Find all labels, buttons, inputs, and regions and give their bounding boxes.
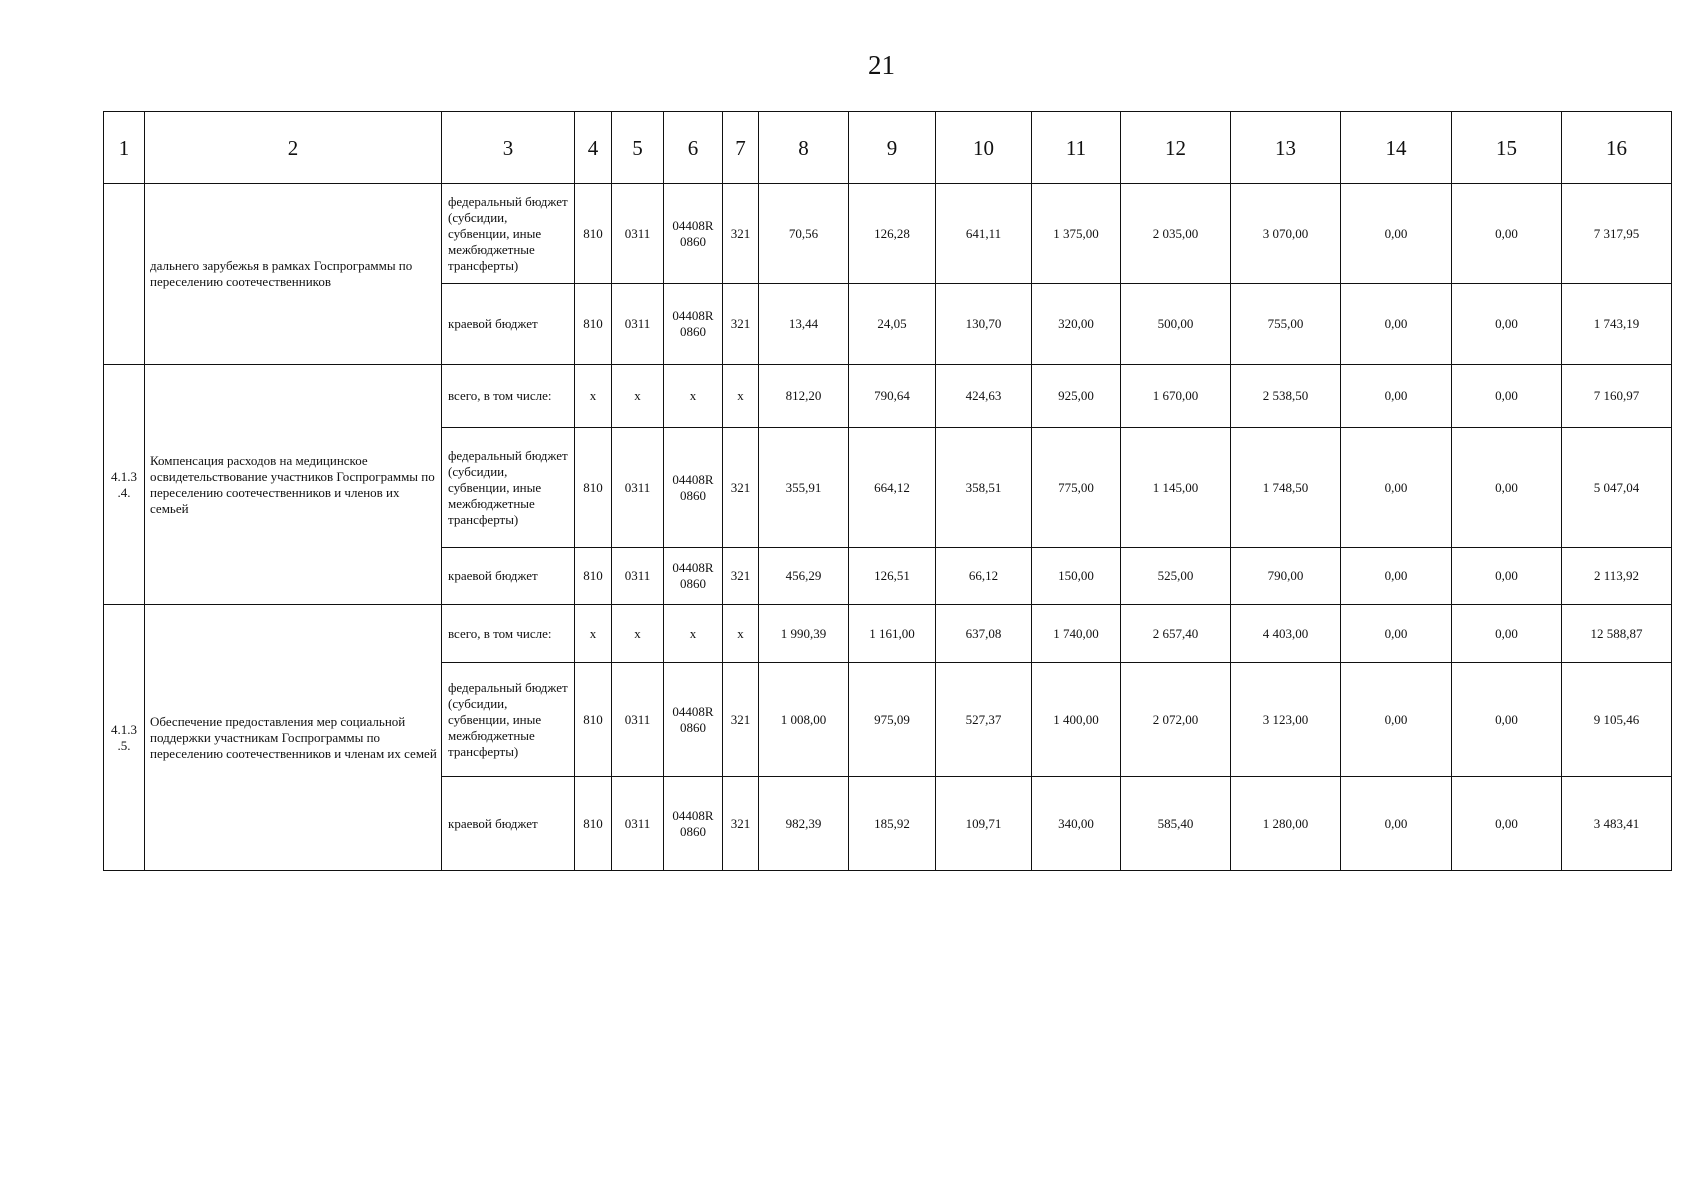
- value-cell: 1 400,00: [1032, 663, 1121, 777]
- value-cell: 7 317,95: [1562, 184, 1672, 284]
- code-cell: x: [612, 365, 664, 428]
- code-cell: 810: [575, 284, 612, 365]
- code-cell: 0311: [612, 548, 664, 605]
- header-cell: 7: [723, 112, 759, 184]
- value-cell: 790,00: [1231, 548, 1341, 605]
- value-cell: 7 160,97: [1562, 365, 1672, 428]
- code-cell: 321: [723, 548, 759, 605]
- header-cell: 13: [1231, 112, 1341, 184]
- value-cell: 355,91: [759, 428, 849, 548]
- value-cell: 0,00: [1341, 365, 1452, 428]
- value-cell: 5 047,04: [1562, 428, 1672, 548]
- value-cell: 982,39: [759, 777, 849, 871]
- value-cell: 527,37: [936, 663, 1032, 777]
- value-cell: 0,00: [1452, 365, 1562, 428]
- value-cell: 1 990,39: [759, 605, 849, 663]
- value-cell: 2 538,50: [1231, 365, 1341, 428]
- value-cell: 775,00: [1032, 428, 1121, 548]
- value-cell: 1 161,00: [849, 605, 936, 663]
- value-cell: 1 280,00: [1231, 777, 1341, 871]
- header-cell: 3: [442, 112, 575, 184]
- header-cell: 15: [1452, 112, 1562, 184]
- code-cell: 0311: [612, 777, 664, 871]
- code-cell: 321: [723, 777, 759, 871]
- value-cell: 755,00: [1231, 284, 1341, 365]
- row-description-cell: дальнего зарубежья в рамках Госпрограммы по переселению соотечественников: [145, 184, 442, 365]
- code-cell: 321: [723, 184, 759, 284]
- funding-source-cell: краевой бюджет: [442, 548, 575, 605]
- value-cell: 9 105,46: [1562, 663, 1672, 777]
- code-cell: x: [575, 365, 612, 428]
- value-cell: 24,05: [849, 284, 936, 365]
- row-index-cell: [104, 184, 145, 365]
- code-cell: 0311: [612, 663, 664, 777]
- code-cell: 04408R 0860: [664, 548, 723, 605]
- funding-source-cell: краевой бюджет: [442, 777, 575, 871]
- value-cell: 812,20: [759, 365, 849, 428]
- value-cell: 0,00: [1452, 284, 1562, 365]
- header-cell: 4: [575, 112, 612, 184]
- value-cell: 1 748,50: [1231, 428, 1341, 548]
- header-cell: 6: [664, 112, 723, 184]
- code-cell: 810: [575, 777, 612, 871]
- code-cell: 04408R 0860: [664, 777, 723, 871]
- code-cell: 04408R 0860: [664, 184, 723, 284]
- value-cell: 3 070,00: [1231, 184, 1341, 284]
- value-cell: 641,11: [936, 184, 1032, 284]
- value-cell: 0,00: [1452, 663, 1562, 777]
- funding-source-cell: федеральный бюджет (субсидии, субвенции, иные межбюджетные трансферты): [442, 184, 575, 284]
- value-cell: 3 483,41: [1562, 777, 1672, 871]
- value-cell: 70,56: [759, 184, 849, 284]
- header-cell: 16: [1562, 112, 1672, 184]
- value-cell: 126,28: [849, 184, 936, 284]
- header-cell: 8: [759, 112, 849, 184]
- value-cell: 0,00: [1341, 428, 1452, 548]
- value-cell: 4 403,00: [1231, 605, 1341, 663]
- code-cell: x: [664, 365, 723, 428]
- row-index-cell: 4.1.3 .4.: [104, 365, 145, 605]
- value-cell: 0,00: [1452, 548, 1562, 605]
- row-index-cell: 4.1.3 .5.: [104, 605, 145, 871]
- code-cell: x: [723, 605, 759, 663]
- value-cell: 925,00: [1032, 365, 1121, 428]
- value-cell: 1 743,19: [1562, 284, 1672, 365]
- value-cell: 424,63: [936, 365, 1032, 428]
- code-cell: 810: [575, 184, 612, 284]
- code-cell: x: [575, 605, 612, 663]
- table-row: [104, 605, 1672, 663]
- funding-source-cell: всего, в том числе:: [442, 605, 575, 663]
- header-cell: 5: [612, 112, 664, 184]
- code-cell: x: [612, 605, 664, 663]
- header-cell: 10: [936, 112, 1032, 184]
- value-cell: 1 008,00: [759, 663, 849, 777]
- value-cell: 0,00: [1341, 548, 1452, 605]
- value-cell: 1 670,00: [1121, 365, 1231, 428]
- value-cell: 0,00: [1341, 284, 1452, 365]
- value-cell: 975,09: [849, 663, 936, 777]
- header-cell: 14: [1341, 112, 1452, 184]
- code-cell: 0311: [612, 184, 664, 284]
- header-cell: 2: [145, 112, 442, 184]
- code-cell: 810: [575, 663, 612, 777]
- value-cell: 150,00: [1032, 548, 1121, 605]
- code-cell: 321: [723, 663, 759, 777]
- value-cell: 2 035,00: [1121, 184, 1231, 284]
- value-cell: 500,00: [1121, 284, 1231, 365]
- funding-source-cell: краевой бюджет: [442, 284, 575, 365]
- code-cell: 04408R 0860: [664, 428, 723, 548]
- code-cell: 0311: [612, 428, 664, 548]
- value-cell: 13,44: [759, 284, 849, 365]
- budget-table: [103, 111, 1672, 871]
- value-cell: 1 740,00: [1032, 605, 1121, 663]
- value-cell: 2 113,92: [1562, 548, 1672, 605]
- funding-source-cell: всего, в том числе:: [442, 365, 575, 428]
- value-cell: 1 145,00: [1121, 428, 1231, 548]
- value-cell: 126,51: [849, 548, 936, 605]
- row-description-cell: Компенсация расходов на медицинское освидетельствование участников Госпрограммы по переселению соотечественников и членов их семьей: [145, 365, 442, 605]
- header-cell: 11: [1032, 112, 1121, 184]
- code-cell: x: [723, 365, 759, 428]
- table-row: [104, 184, 1672, 284]
- value-cell: 0,00: [1452, 184, 1562, 284]
- value-cell: 0,00: [1341, 605, 1452, 663]
- value-cell: 637,08: [936, 605, 1032, 663]
- value-cell: 0,00: [1341, 777, 1452, 871]
- value-cell: 525,00: [1121, 548, 1231, 605]
- value-cell: 790,64: [849, 365, 936, 428]
- value-cell: 0,00: [1452, 605, 1562, 663]
- value-cell: 2 657,40: [1121, 605, 1231, 663]
- row-description-cell: Обеспечение предоставления мер социальной поддержки участникам Госпрограммы по переселению соотечественников и членам их семей: [145, 605, 442, 871]
- value-cell: 1 375,00: [1032, 184, 1121, 284]
- value-cell: 185,92: [849, 777, 936, 871]
- value-cell: 340,00: [1032, 777, 1121, 871]
- value-cell: 3 123,00: [1231, 663, 1341, 777]
- funding-source-cell: федеральный бюджет (субсидии, субвенции, иные межбюджетные трансферты): [442, 663, 575, 777]
- value-cell: 320,00: [1032, 284, 1121, 365]
- page-number: 21: [868, 50, 895, 80]
- value-cell: 585,40: [1121, 777, 1231, 871]
- code-cell: 810: [575, 548, 612, 605]
- header-cell: 1: [104, 112, 145, 184]
- header-cell: 12: [1121, 112, 1231, 184]
- value-cell: 130,70: [936, 284, 1032, 365]
- value-cell: 358,51: [936, 428, 1032, 548]
- value-cell: 2 072,00: [1121, 663, 1231, 777]
- code-cell: 321: [723, 428, 759, 548]
- code-cell: 04408R 0860: [664, 663, 723, 777]
- header-row: [104, 112, 1672, 184]
- code-cell: 0311: [612, 284, 664, 365]
- header-cell: 9: [849, 112, 936, 184]
- code-cell: 810: [575, 428, 612, 548]
- value-cell: 664,12: [849, 428, 936, 548]
- value-cell: 66,12: [936, 548, 1032, 605]
- value-cell: 456,29: [759, 548, 849, 605]
- value-cell: 0,00: [1452, 428, 1562, 548]
- code-cell: x: [664, 605, 723, 663]
- value-cell: 109,71: [936, 777, 1032, 871]
- code-cell: 321: [723, 284, 759, 365]
- funding-source-cell: федеральный бюджет (субсидии, субвенции, иные межбюджетные трансферты): [442, 428, 575, 548]
- table-row: [104, 365, 1672, 428]
- code-cell: 04408R 0860: [664, 284, 723, 365]
- value-cell: 0,00: [1452, 777, 1562, 871]
- value-cell: 12 588,87: [1562, 605, 1672, 663]
- value-cell: 0,00: [1341, 184, 1452, 284]
- value-cell: 0,00: [1341, 663, 1452, 777]
